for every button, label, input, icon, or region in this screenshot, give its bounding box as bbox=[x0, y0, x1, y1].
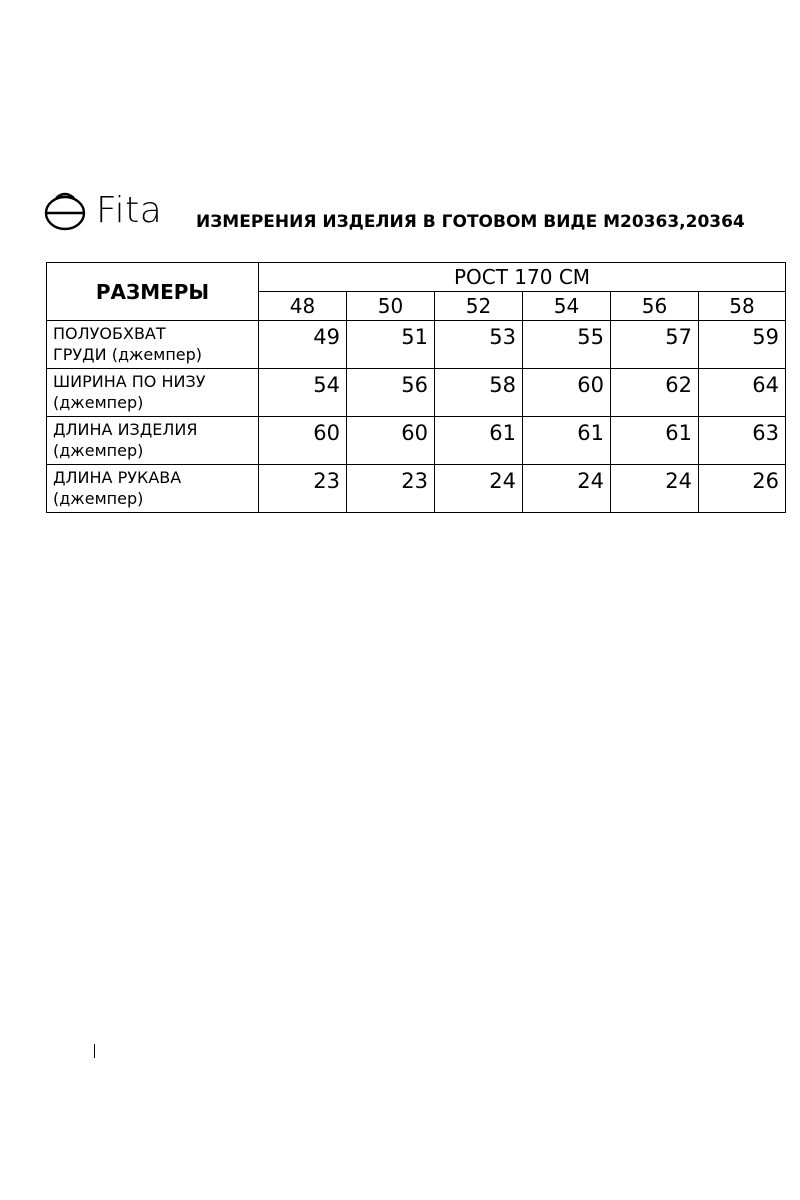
value-cell: 63 bbox=[699, 417, 786, 465]
value-cell: 60 bbox=[523, 369, 611, 417]
brand-logo bbox=[42, 188, 162, 234]
sizes-header: РАЗМЕРЫ bbox=[47, 263, 259, 321]
value-cell: 54 bbox=[259, 369, 347, 417]
row-label-line: ПОЛУОБХВАТ bbox=[53, 324, 166, 343]
table-row bbox=[47, 369, 786, 417]
value-cell: 49 bbox=[259, 321, 347, 369]
table-header-row bbox=[47, 263, 786, 292]
value-cell: 61 bbox=[523, 417, 611, 465]
table-row bbox=[47, 417, 786, 465]
fita-theta-logo-icon bbox=[42, 188, 88, 234]
size-cell: 54 bbox=[523, 292, 611, 321]
value-cell: 55 bbox=[523, 321, 611, 369]
value-cell: 53 bbox=[435, 321, 523, 369]
value-cell: 51 bbox=[347, 321, 435, 369]
row-label bbox=[47, 369, 259, 417]
size-cell: 58 bbox=[699, 292, 786, 321]
value-cell: 60 bbox=[259, 417, 347, 465]
row-label-line: (джемпер) bbox=[53, 489, 144, 508]
row-label-line: ШИРИНА ПО НИЗУ bbox=[53, 372, 206, 391]
value-cell: 24 bbox=[611, 465, 699, 513]
value-cell: 56 bbox=[347, 369, 435, 417]
row-label-line: (джемпер) bbox=[53, 393, 144, 412]
document-title: ИЗМЕРЕНИЯ ИЗДЕЛИЯ В ГОТОВОМ ВИДЕ М20363,20364 bbox=[196, 212, 745, 232]
height-header: РОСТ 170 СМ bbox=[259, 263, 786, 292]
row-label bbox=[47, 417, 259, 465]
row-label-line: ДЛИНА РУКАВА bbox=[53, 468, 182, 487]
size-cell: 52 bbox=[435, 292, 523, 321]
stray-vertical-mark bbox=[94, 1044, 95, 1058]
value-cell: 24 bbox=[435, 465, 523, 513]
row-label bbox=[47, 321, 259, 369]
table-row bbox=[47, 321, 786, 369]
value-cell: 58 bbox=[435, 369, 523, 417]
value-cell: 64 bbox=[699, 369, 786, 417]
value-cell: 62 bbox=[611, 369, 699, 417]
size-cell: 50 bbox=[347, 292, 435, 321]
value-cell: 26 bbox=[699, 465, 786, 513]
value-cell: 61 bbox=[435, 417, 523, 465]
table-row bbox=[47, 465, 786, 513]
value-cell: 59 bbox=[699, 321, 786, 369]
row-label bbox=[47, 465, 259, 513]
value-cell: 57 bbox=[611, 321, 699, 369]
row-label-line: (джемпер) bbox=[53, 441, 144, 460]
size-cell: 48 bbox=[259, 292, 347, 321]
value-cell: 24 bbox=[523, 465, 611, 513]
value-cell: 60 bbox=[347, 417, 435, 465]
value-cell: 61 bbox=[611, 417, 699, 465]
size-cell: 56 bbox=[611, 292, 699, 321]
value-cell: 23 bbox=[259, 465, 347, 513]
brand-name: Fita bbox=[96, 190, 163, 231]
row-label-line: ДЛИНА ИЗДЕЛИЯ bbox=[53, 420, 198, 439]
value-cell: 23 bbox=[347, 465, 435, 513]
row-label-line: ГРУДИ (джемпер) bbox=[53, 345, 203, 364]
size-measurement-table bbox=[46, 262, 786, 513]
